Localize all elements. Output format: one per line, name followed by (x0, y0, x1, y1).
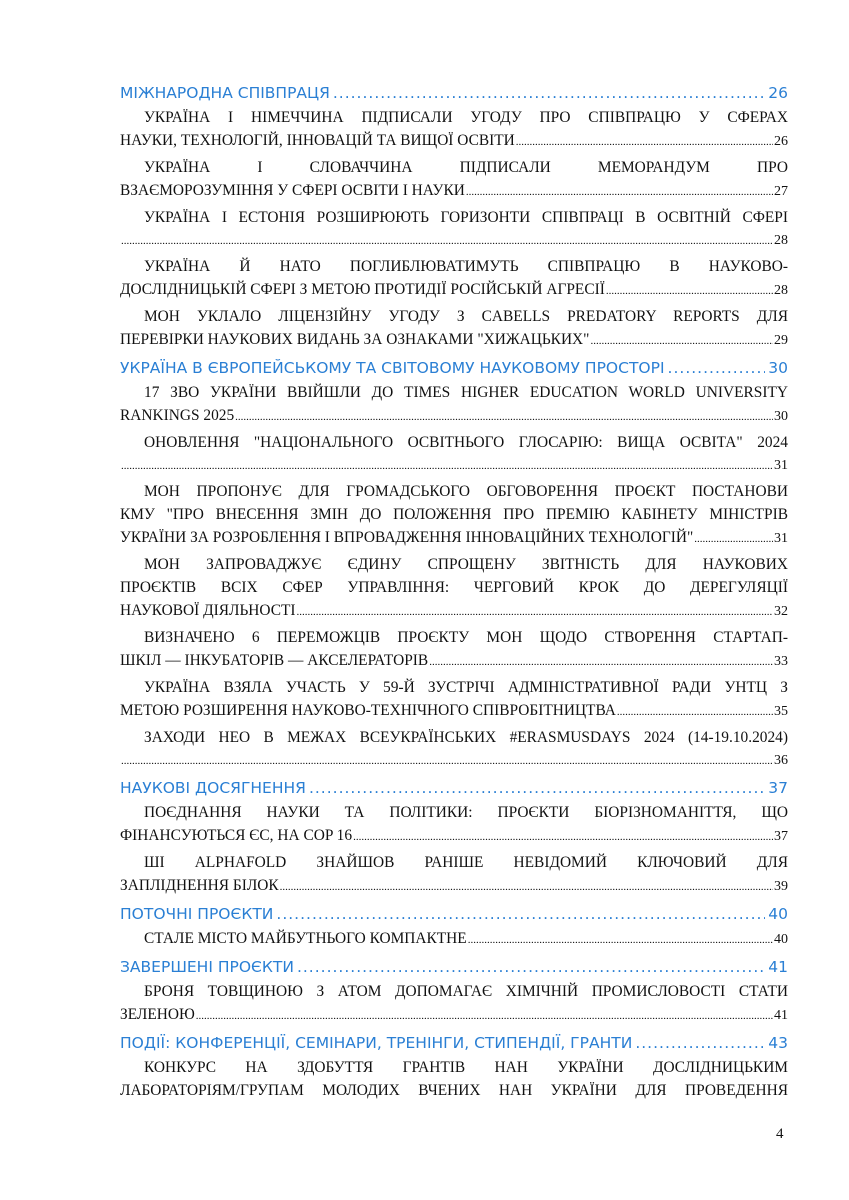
section-page: 41 (768, 958, 788, 976)
entry-page: 36 (774, 753, 788, 768)
section-title: УКРАЇНА В ЄВРОПЕЙСЬКОМУ ТА СВІТОВОМУ НАУКОВОМУ ПРОСТОРІ (120, 359, 665, 377)
toc-section[interactable] (120, 954, 788, 980)
section-page: 26 (768, 84, 788, 102)
dot-leader (668, 355, 766, 381)
toc-entry[interactable] (120, 156, 788, 204)
dot-leader (235, 406, 773, 429)
toc-entry[interactable] (120, 927, 788, 952)
entry-title-line: ПЕРЕВІРКИ НАУКОВИХ ВИДАНЬ ЗА ОЗНАКАМИ "ХИЖАЦЬКИХ" (120, 331, 590, 348)
section-title: МІЖНАРОДНА СПІВПРАЦЯ (120, 84, 330, 102)
entry-page: 26 (774, 134, 788, 149)
toc-entry[interactable] (120, 851, 788, 899)
entry-title-line: ВИЗНАЧЕНО 6 ПЕРЕМОЖЦІВ ПРОЄКТУ МОН ЩОДО СТВОРЕННЯ СТАРТАП- (144, 629, 788, 646)
toc-entry[interactable] (120, 626, 788, 674)
section-title: НАУКОВІ ДОСЯГНЕННЯ (120, 779, 306, 797)
dot-leader (196, 1005, 773, 1028)
section-title: ПОДІЇ: КОНФЕРЕНЦІЇ, СЕМІНАРИ, ТРЕНІНГИ, СТИПЕНДІЇ, ГРАНТИ (120, 1034, 633, 1052)
toc-section[interactable] (120, 775, 788, 801)
entry-title-line: ФІНАНСУЮТЬСЯ ЄС, НА COP 16 (120, 827, 353, 844)
entry-title-line: КОНКУРС НА ЗДОБУТТЯ ГРАНТІВ НАН УКРАЇНИ ДОСЛІДНИЦЬКИМ (144, 1059, 788, 1076)
toc-entry[interactable] (120, 431, 788, 478)
dot-leader (468, 929, 773, 952)
entry-page: 30 (774, 409, 788, 424)
dot-leader (297, 954, 765, 980)
entry-title-line: НАУКИ, ТЕХНОЛОГІЙ, ІННОВАЦІЙ ТА ВИЩОЇ ОСВІТИ (120, 132, 515, 149)
section-page: 30 (768, 359, 788, 377)
entry-title-line: ЗАПЛІДНЕННЯ БІЛОК (120, 877, 279, 894)
entry-page: 31 (774, 531, 788, 546)
table-of-contents (120, 80, 788, 1104)
entry-title-line: УКРАЇНА І ЕСТОНІЯ РОЗШИРЮЮТЬ ГОРИЗОНТИ СПІВПРАЦІ В ОСВІТНІЙ СФЕРІ (144, 209, 788, 226)
section-page: 40 (768, 905, 788, 923)
entry-page: 27 (774, 184, 788, 199)
toc-entry[interactable] (120, 1056, 788, 1102)
entry-page: 31 (774, 458, 788, 473)
dot-leader (309, 775, 765, 801)
toc-entry[interactable] (120, 726, 788, 773)
entry-title-line: УКРАЇНА ВЗЯЛА УЧАСТЬ У 59-Й ЗУСТРІЧІ АДМІНІСТРАТИВНОЇ РАДИ УНТЦ З (144, 679, 788, 696)
dot-leader (297, 601, 774, 624)
dot-leader (121, 455, 773, 478)
entry-page: 29 (774, 333, 788, 348)
entry-title-line: МОН УКЛАЛО ЛІЦЕНЗІЙНУ УГОДУ З CABELLS PREDATORY REPORTS ДЛЯ (144, 308, 788, 325)
entry-title-line: ЛАБОРАТОРІЯМ/ГРУПАМ МОЛОДИХ ВЧЕНИХ НАН УКРАЇНИ ДЛЯ ПРОВЕДЕННЯ (120, 1082, 788, 1099)
toc-entry[interactable] (120, 106, 788, 154)
entry-title-line: ПОЄДНАННЯ НАУКИ ТА ПОЛІТИКИ: ПРОЄКТИ БІОРІЗНОМАНІТТЯ, ЩО (144, 804, 788, 821)
entry-title-line: УКРАЇНА Й НАТО ПОГЛИБЛЮВАТИМУТЬ СПІВПРАЦЮ В НАУКОВО- (144, 258, 788, 275)
dot-leader (635, 1030, 765, 1056)
entry-title-line: RANKINGS 2025 (120, 407, 235, 424)
entry-title-line: ШІ ALPHAFOLD ЗНАЙШОВ РАНІШЕ НЕВІДОМИЙ КЛЮЧОВИЙ ДЛЯ (144, 854, 788, 871)
entry-page: 35 (774, 704, 788, 719)
entry-title-line: ЗАХОДИ HEO В МЕЖАХ ВСЕУКРАЇНСЬКИХ #ERASMUSDAYS 2024 (14-19.10.2024) (144, 729, 788, 746)
entry-title-line: ДОСЛІДНИЦЬКІЙ СФЕРІ З МЕТОЮ ПРОТИДІЇ РОСІЙСЬКІЙ АГРЕСІЇ (120, 281, 605, 298)
entry-page: 39 (774, 879, 788, 894)
dot-leader (466, 181, 773, 204)
toc-section[interactable] (120, 1030, 788, 1056)
dot-leader (429, 651, 773, 674)
dot-leader (280, 876, 773, 899)
entry-title-line: ВЗАЄМОРОЗУМІННЯ У СФЕРІ ОСВІТИ І НАУКИ (120, 182, 465, 199)
entry-title-line: МОН ЗАПРОВАДЖУЄ ЄДИНУ СПРОЩЕНУ ЗВІТНІСТЬ ДЛЯ НАУКОВИХ (144, 556, 788, 573)
section-title: ПОТОЧНІ ПРОЄКТИ (120, 905, 274, 923)
toc-entry[interactable] (120, 305, 788, 353)
dot-leader (516, 131, 773, 154)
dot-leader (276, 901, 765, 927)
entry-title-line: СТАЛЕ МІСТО МАЙБУТНЬОГО КОМПАКТНЕ (144, 930, 467, 947)
entry-page: 32 (774, 604, 788, 619)
dot-leader (694, 528, 773, 551)
entry-page: 28 (774, 233, 788, 248)
section-page: 37 (768, 779, 788, 797)
toc-entry[interactable] (120, 206, 788, 253)
entry-title-line: ОНОВЛЕННЯ "НАЦІОНАЛЬНОГО ОСВІТНЬОГО ГЛОСАРІЮ: ВИЩА ОСВІТА" 2024 (144, 434, 788, 451)
toc-section[interactable] (120, 355, 788, 381)
toc-entry[interactable] (120, 480, 788, 551)
toc-section[interactable] (120, 901, 788, 927)
entry-title-line: УКРАЇНА І НІМЕЧЧИНА ПІДПИСАЛИ УГОДУ ПРО СПІВПРАЦЮ У СФЕРАХ (144, 109, 788, 126)
toc-section[interactable] (120, 80, 788, 106)
entry-title-line: ЗЕЛЕНОЮ (120, 1006, 195, 1023)
toc-entry[interactable] (120, 980, 788, 1028)
dot-leader (606, 280, 773, 303)
dot-leader (121, 750, 773, 773)
toc-entry[interactable] (120, 381, 788, 429)
page-number: 4 (776, 1126, 784, 1142)
dot-leader (617, 701, 773, 724)
entry-page: 28 (774, 283, 788, 298)
toc-entry[interactable] (120, 553, 788, 624)
entry-title-line: УКРАЇНИ ЗА РОЗРОБЛЕННЯ І ВПРОВАДЖЕННЯ ІННОВАЦІЙНИХ ТЕХНОЛОГІЙ" (120, 529, 694, 546)
toc-entry[interactable] (120, 255, 788, 303)
dot-leader (590, 330, 773, 353)
entry-title-line: КМУ "ПРО ВНЕСЕННЯ ЗМІН ДО ПОЛОЖЕННЯ ПРО ПРЕМІЮ КАБІНЕТУ МІНІСТРІВ (120, 506, 788, 523)
entry-title-line: 17 ЗВО УКРАЇНИ ВВІЙШЛИ ДО TIMES HIGHER EDUCATION WORLD UNIVERSITY (144, 384, 788, 401)
dot-leader (353, 826, 773, 849)
section-page: 43 (768, 1034, 788, 1052)
entry-page: 37 (774, 829, 788, 844)
toc-entry[interactable] (120, 801, 788, 849)
entry-title-line: УКРАЇНА І СЛОВАЧЧИНА ПІДПИСАЛИ МЕМОРАНДУМ ПРО (144, 159, 788, 176)
entry-title-line: НАУКОВОЇ ДІЯЛЬНОСТІ (120, 602, 296, 619)
entry-title-line: ШКІЛ — ІНКУБАТОРІВ — АКСЕЛЕРАТОРІВ (120, 652, 429, 669)
entry-title-line: ПРОЄКТІВ ВСІХ СФЕР УПРАВЛІННЯ: ЧЕРГОВИЙ КРОК ДО ДЕРЕГУЛЯЦІЇ (120, 579, 788, 596)
dot-leader (333, 80, 765, 106)
section-title: ЗАВЕРШЕНІ ПРОЄКТИ (120, 958, 294, 976)
entry-title-line: МОН ПРОПОНУЄ ДЛЯ ГРОМАДСЬКОГО ОБГОВОРЕННЯ ПРОЄКТ ПОСТАНОВИ (144, 483, 788, 500)
entry-page: 40 (774, 932, 788, 947)
toc-entry[interactable] (120, 676, 788, 724)
entry-page: 33 (774, 654, 788, 669)
entry-page: 41 (774, 1008, 788, 1023)
entry-title-line: МЕТОЮ РОЗШИРЕННЯ НАУКОВО-ТЕХНІЧНОГО СПІВРОБІТНИЦТВА (120, 702, 616, 719)
entry-title-line: БРОНЯ ТОВЩИНОЮ З АТОМ ДОПОМАГАЄ ХІМІЧНІЙ ПРОМИСЛОВОСТІ СТАТИ (144, 983, 788, 1000)
dot-leader (121, 230, 773, 253)
